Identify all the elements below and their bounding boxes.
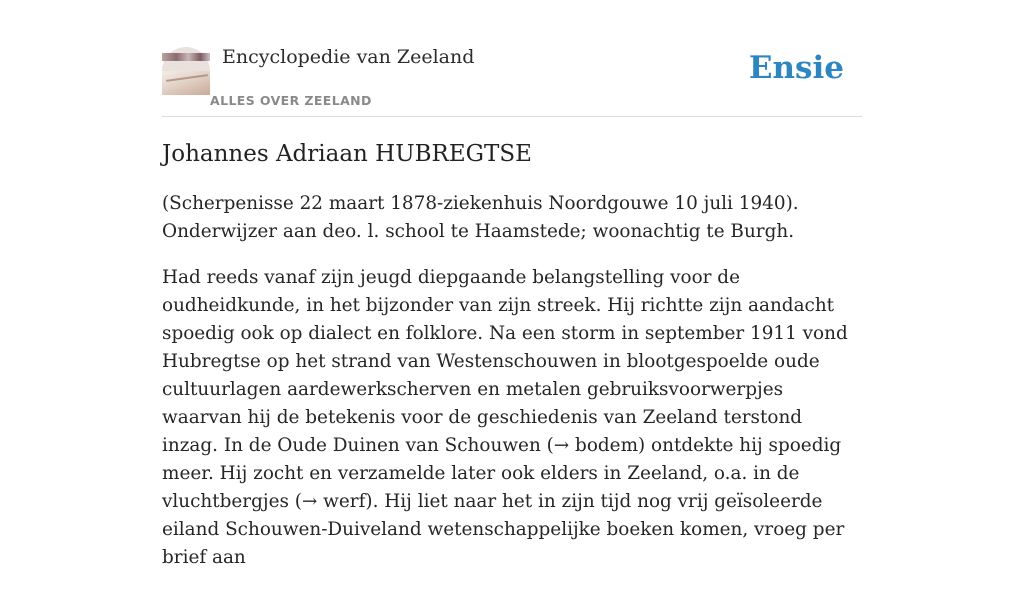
- site-tagline: ALLES OVER ZEELAND: [210, 93, 372, 108]
- site-avatar[interactable]: [162, 47, 210, 95]
- article: [162, 138, 862, 590]
- avatar-shelf: [162, 53, 210, 61]
- article-title: Johannes Adriaan HUBREGTSE: [162, 141, 532, 167]
- article-paragraph-body: Had reeds vanaf zijn jeugd diepgaande belangstelling voor de oudheidkunde, in het bijzonder van zijn streek. Hij richtte zijn aandacht spoedig ook op dialect en folklore. Na een storm in september 1911 vond Hubregtse op het strand van Westenschouwen in blootgespoelde oude cultuurlagen aardewerkscherven en metalen gebruiksvoorwerpjes waarvan hij de betekenis voor de geschiedenis van Zeeland terstond inzag. In de Oude Duinen van Schouwen (→ bodem) ontdekte hij spoedig meer. Hij zocht en verzamelde later ook elders in Zeeland, o.a. in de vluchtbergjes (→ werf). Hij liet naar het in zijn tijd nog vrij geïsoleerde eiland Schouwen-Duiveland wetenschappelijke boeken komen, vroeg per brief aan: [162, 267, 848, 568]
- site-header: [162, 44, 862, 117]
- article-paragraph-intro: (Scherpenisse 22 maart 1878-ziekenhuis Noordgouwe 10 juli 1940). Onderwijzer aan deo. l. school te Haamstede; woonachtig te Burgh.: [162, 193, 799, 242]
- site-title-link[interactable]: Encyclopedie van Zeeland: [222, 46, 475, 68]
- brand-logo-link[interactable]: Ensie: [748, 50, 844, 86]
